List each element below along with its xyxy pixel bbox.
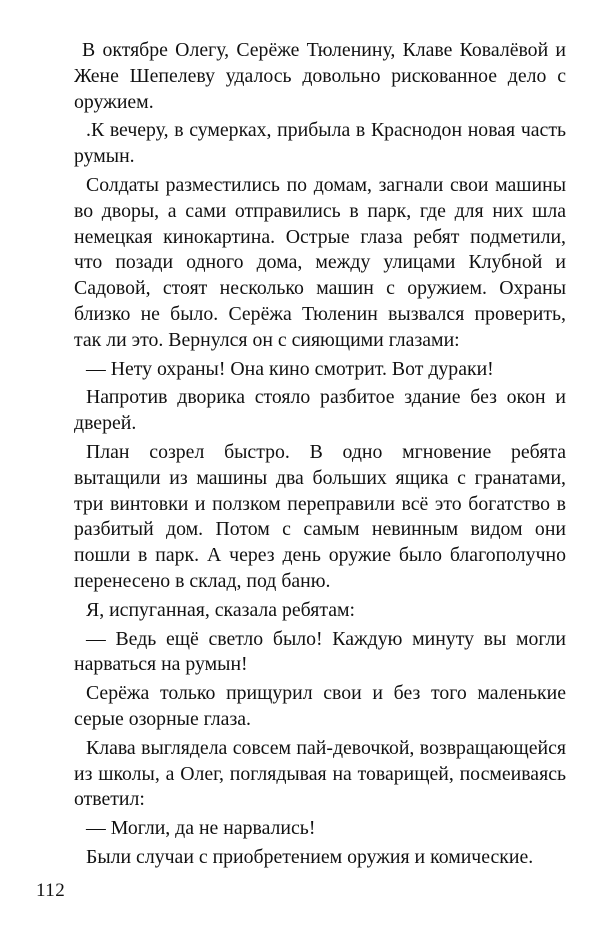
paragraph-4-dialogue: — Нету охраны! Она кино смотрит. Вот дураки!: [86, 357, 494, 380]
paragraph-7: Я, испуганная, сказала ребятам:: [86, 598, 356, 621]
paragraph-6: План созрел быстро. В одно мгновение ребята вытащили из машины два больших ящика с гранатами, три винтовки и ползком переправили всё это богатство в разбитый дом. Потом с самым невинным видом они пошли в парк. А через день оружие было благополучно перенесено в склад, под баню.: [74, 440, 566, 592]
paragraph-8-dialogue: — Ведь ещё светло было! Каждую минуту вы могли нарваться на румын!: [74, 627, 566, 676]
paragraph-12: Были случаи с приобретением оружия и комические.: [86, 845, 534, 868]
paragraph-5: Напротив дворика стояло разбитое здание без окон и дверей.: [74, 386, 566, 435]
paragraph-11-dialogue: — Могли, да не нарвались!: [86, 817, 316, 840]
book-page-text: [74, 38, 566, 874]
paragraph-2: .К вечеру, в сумерках, прибыла в Краснодон новая часть румын.: [74, 119, 566, 168]
paragraph-9: Серёжа только прищурил свои и без того маленькие серые озорные глаза.: [74, 682, 566, 730]
paragraph-10: Клава выглядела совсем пай-девочкой, возвращающейся из школы, а Олег, поглядывая на товарищей, посмеиваясь ответил:: [74, 736, 566, 811]
paragraph-3: Солдаты разместились по домам, загнали свои машины во дворы, а сами отправились в парк, где для них шла немецкая кинокартина. Острые глаза ребят подметили, что позади одного дома, между улицами Клубной и Садовой, стоят несколько машин с оружием. Охраны близко не было. Серёжа Тюленин вызвался проверить, так ли это. Вернулся он с сияющими глазами:: [74, 173, 566, 351]
paragraph-1: В октябре Олегу, Серёже Тюленину, Клаве Ковалёвой и Жене Шепелеву удалось довольно рискованное дело с оружием.: [74, 39, 566, 113]
page-number: 112: [36, 880, 66, 901]
